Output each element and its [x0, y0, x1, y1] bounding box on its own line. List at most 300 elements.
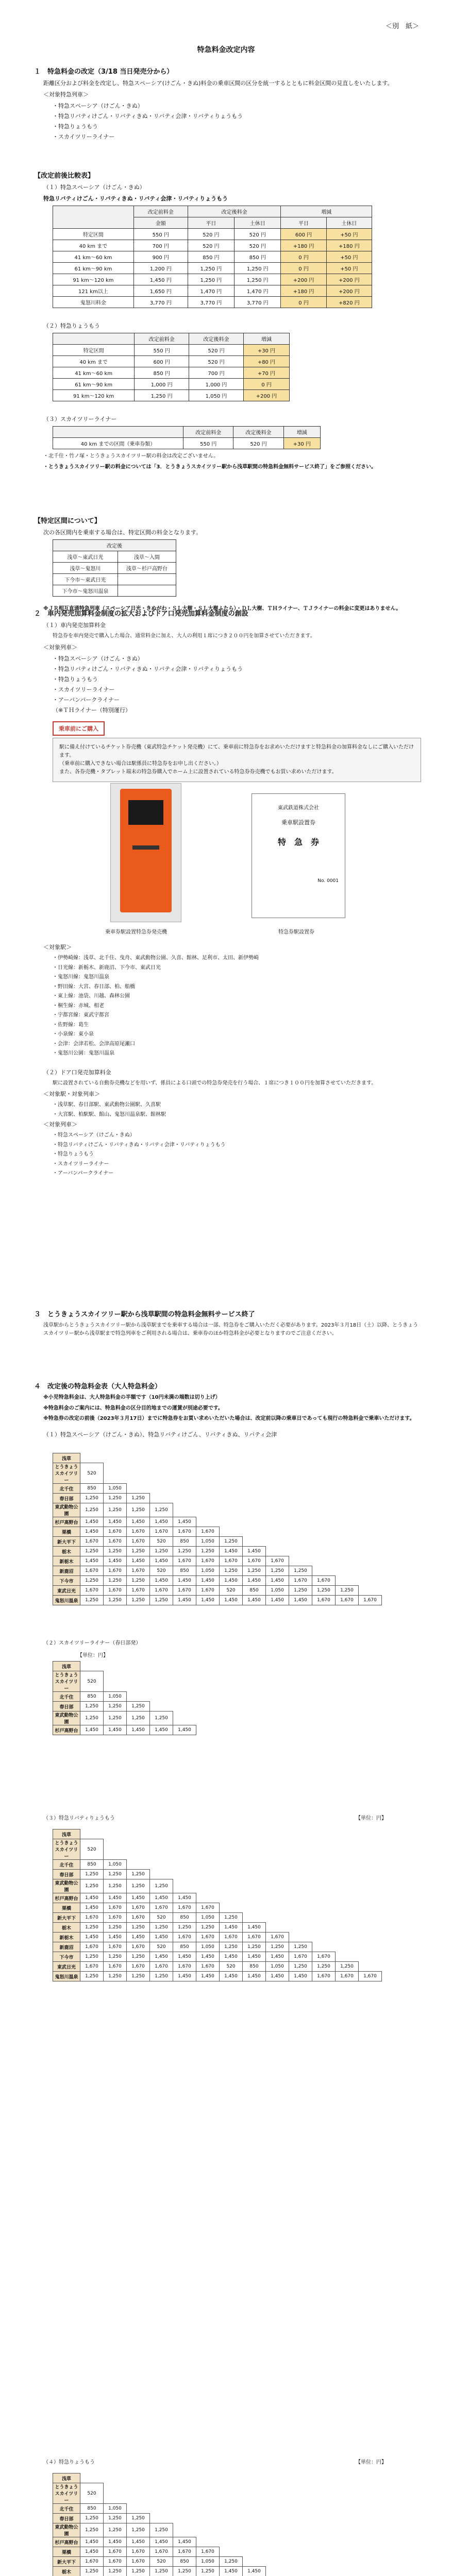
table-cell: 1,670: [150, 2547, 173, 2557]
table-cell: 1,250: [127, 2514, 150, 2523]
station-label: とうきょうスカイツリー: [53, 1463, 80, 1484]
fare-grid-2: [53, 1661, 196, 1735]
table-cell: 61 km〜90 km: [53, 263, 134, 274]
station-label: 栗橋: [53, 1903, 80, 1913]
table-cell: 0 円: [243, 379, 289, 390]
table-cell: 1,250: [80, 1503, 104, 1517]
table-cell: 特定区間: [53, 345, 135, 356]
table-cell: 41 km〜60 km: [53, 367, 135, 379]
table-cell: 1,250: [80, 2523, 104, 2537]
station-label: ＜対象駅＞: [43, 944, 72, 951]
table-cell: 1,250: [243, 1942, 266, 1952]
table-cell: 1,250: [104, 1576, 127, 1586]
table-cell: 1,250: [150, 2523, 173, 2537]
table-row: [53, 2514, 382, 2523]
table-title: （２）特急りょうもう: [43, 323, 100, 330]
list-item: ・東上線：池袋、川越、森林公園: [53, 993, 130, 999]
list-item: ・特急スペーシア（けごん・きぬ）: [53, 103, 143, 110]
table-cell: 1,470 円: [188, 285, 234, 297]
table-cell: 40 km まで: [53, 240, 134, 251]
table-header: [53, 206, 134, 229]
table-cell: 0 円: [281, 297, 326, 308]
table-cell: 1,670: [80, 1566, 104, 1576]
table-cell: 1,450: [173, 1972, 196, 1981]
table-cell: 850: [243, 1962, 266, 1972]
table-header: 土休日: [326, 217, 372, 229]
table-cell: +820 円: [326, 297, 372, 308]
notice-label: 乗車前にご購入: [53, 721, 105, 736]
table-cell: 1,670: [173, 1527, 196, 1537]
list-item: ・桐生線：赤城、相老: [53, 1003, 104, 1009]
table-row: [53, 1494, 382, 1503]
table-cell: 1,450: [173, 1517, 196, 1527]
table-header: 平日: [188, 217, 234, 229]
table-cell: 1,250: [150, 1972, 173, 1981]
table-cell: 1,670: [196, 1556, 220, 1566]
table-row: [53, 2537, 382, 2547]
table-cell: 1,670: [289, 1952, 312, 1962]
note: ※特急料金のご案内には、特急料金の区分目的地までの運賃が別途必要です。: [43, 1405, 223, 1411]
table-cell: 520: [80, 1839, 104, 1860]
table-cell: 1,450: [150, 1952, 173, 1962]
table-row: [53, 345, 290, 356]
table-cell: 1,450: [150, 1517, 173, 1527]
table-cell: 1,670: [173, 1903, 196, 1913]
table-cell: 1,050: [266, 1962, 289, 1972]
table-row: [53, 1839, 382, 1860]
table-cell: 1,250: [173, 2567, 196, 2576]
table-cell: 1,250: [80, 1952, 104, 1962]
table-cell: 850: [173, 1942, 196, 1952]
table-row: [53, 1692, 196, 1702]
comparison-table-1: [53, 206, 372, 308]
station-label: 東武動物公園: [53, 1503, 80, 1517]
table-cell: 1,450: [266, 1576, 289, 1586]
station-label: 浅草: [53, 1662, 80, 1671]
table-row: [53, 1913, 382, 1923]
list-item: ・鬼怒川線：鬼怒川温泉: [53, 974, 109, 980]
table-cell: 1,450: [243, 2567, 266, 2576]
table-cell: 1,250: [173, 1923, 196, 1933]
station-label: 北千住: [53, 1692, 80, 1702]
table-cell: 1,250: [150, 1596, 173, 1605]
list-item: ・スカイツリーライナー: [53, 1161, 109, 1167]
table-title: （３）特急リバティりょうもう: [43, 1816, 115, 1821]
section-lead: 距離区分および料金を改定し、特急スペーシア(けごん・きぬ)料金の乗車区間の区分を統一するとともに料金区間の見直しをいたします。: [43, 80, 393, 87]
table-cell: +200 円: [281, 274, 326, 285]
table-cell: 1,670: [150, 1527, 173, 1537]
table-cell: 520: [220, 1962, 243, 1972]
list-item: ・佐野線：葛生: [53, 1022, 89, 1028]
table-row: [53, 390, 290, 401]
station-label: 下今市: [53, 1952, 80, 1962]
table-cell: 1,450: [220, 1923, 243, 1933]
table-cell: 1,670: [104, 1566, 127, 1576]
table-header: 改定前料金: [135, 333, 189, 345]
station-label: 東武日光: [53, 1586, 80, 1596]
table-cell: 1,450: [173, 1725, 196, 1735]
table-cell: 1,450: [173, 2537, 196, 2547]
table-row: [53, 1962, 382, 1972]
target-label: ＜対象駅・対象列車＞: [43, 1091, 100, 1098]
station-label: 栗橋: [53, 2547, 80, 2557]
table-header: 改定前料金: [183, 427, 233, 438]
table-header: [53, 427, 183, 438]
fare-grid-4: [53, 2473, 382, 2576]
list-item: ・浅草駅、春日部駅、東武動物公園駅、久喜駅: [53, 1102, 161, 1108]
table-cell: 1,450: [266, 1952, 289, 1962]
table-cell: 1,450: [266, 1972, 289, 1981]
table-cell: 1,250: [127, 1494, 150, 1503]
table-row: [53, 2523, 382, 2537]
table-cell: 1,670: [266, 1933, 289, 1942]
section-fare-tables: [34, 1381, 421, 1442]
station-label: 新栃木: [53, 1556, 80, 1566]
table-row: [53, 356, 290, 367]
table-cell: 1,670: [312, 1576, 336, 1586]
station-label: 新大平下: [53, 1537, 80, 1547]
station-label: 春日部: [53, 1870, 80, 1879]
table-row: [53, 1547, 382, 1556]
photo-caption: 乗車券駅設置特急券発売機: [105, 929, 167, 935]
table-cell: 1,670: [104, 1527, 127, 1537]
table-cell: 1,250: [127, 1879, 150, 1893]
station-label: 杉戸高野台: [53, 1725, 80, 1735]
table-cell: 1,250: [80, 1547, 104, 1556]
table-row: [53, 251, 372, 263]
machine-slot: [132, 845, 159, 850]
table-row: [53, 1566, 382, 1576]
list-item: ・宇都宮線：東武宇都宮: [53, 1012, 109, 1019]
table-row: [53, 1923, 382, 1933]
table-cell: 1,670: [173, 1933, 196, 1942]
table-cell: 1,450: [289, 1972, 312, 1981]
station-label: 栃木: [53, 1923, 80, 1933]
section-text: 浅草駅からとうきょうスカイツリー駅から浅草駅までを乗車する場合は一部、特急券をご購入いただく必要があります。2023年３月18日（土）以降、とうきょうスカイツリー駅から浅草駅まで特急列車をご利用される場合は、乗車券のほか特急料金が必要となりますのでご注意ください。: [43, 1323, 418, 1336]
table-cell: 550 円: [133, 229, 188, 240]
table-row: [53, 274, 372, 285]
table-cell: 1,450: [243, 1547, 266, 1556]
table-cell: 1,450: [127, 1517, 150, 1527]
station-label: 杉戸高野台: [53, 1893, 80, 1903]
table-row: [53, 1503, 382, 1517]
table-row: [53, 1860, 382, 1870]
table-row: [53, 1903, 382, 1913]
table-cell: 1,450: [104, 2537, 127, 2547]
table-cell: 1,250: [104, 1702, 127, 1711]
table-cell: 1,250: [289, 1566, 312, 1576]
section-lead: 次の各区間内を乗車する場合は、特定区間の料金となります。: [43, 529, 202, 536]
table-cell: 1,450: [127, 1893, 150, 1903]
table-cell: 1,450: [127, 1725, 150, 1735]
note: ※小児特急料金は、大人特急料金の半額です（10円未満の端数は切り上げ）: [43, 1395, 221, 1400]
table-cell: 1,450: [220, 1972, 243, 1981]
table-cell: 520 円: [189, 345, 244, 356]
table-cell: 1,450: [173, 1576, 196, 1586]
table-cell: 1,450: [150, 1556, 173, 1566]
station-label: 栃木: [53, 1547, 80, 1556]
table-cell: 1,450: [80, 1893, 104, 1903]
target-label: ＜対象列車＞: [43, 643, 77, 651]
station-label: 春日部: [53, 1702, 80, 1711]
table-cell: 1,250: [150, 1503, 173, 1517]
section-heading: ２ 車内発売加算料金制度の拡大およびドア口発売加算料金制度の創設: [34, 610, 248, 618]
table-cell: 1,450: [104, 1725, 127, 1735]
table-cell: 1,050: [266, 1586, 289, 1596]
list-item: ・日光線：新栃木、新鹿沼、下今市、東武日光: [53, 964, 161, 971]
table-cell: 1,670: [359, 1972, 382, 1981]
table-cell: 520 円: [235, 240, 281, 251]
table-cell: 1,670: [127, 1566, 150, 1576]
table-cell: 1,450: [80, 2537, 104, 2547]
table-cell: 0 円: [281, 263, 326, 274]
table-cell: +30 円: [283, 438, 320, 449]
table-cell: 520 円: [235, 229, 281, 240]
table-cell: 1,450: [243, 1972, 266, 1981]
table-row: [53, 379, 290, 390]
table-cell: 1,250: [150, 1547, 173, 1556]
table-cell: 1,250: [104, 1503, 127, 1517]
table-header: 増減: [283, 427, 320, 438]
table-cell: 850: [80, 2504, 104, 2514]
table-cell: 900 円: [133, 251, 188, 263]
table-cell: 1,250: [127, 1972, 150, 1981]
table-cell: 1,250: [80, 1702, 104, 1711]
station-label: 浅草: [53, 1453, 80, 1463]
section-fare-revision: [34, 66, 421, 143]
table-row: [53, 1942, 382, 1952]
table-cell: 1,250: [104, 1494, 127, 1503]
list-item: ・特急スペーシア（けごん・きぬ）: [53, 655, 143, 662]
table-cell: 1,250: [104, 1711, 127, 1725]
list-item: ・特急りょうもう: [53, 675, 98, 683]
table-cell: 1,670: [336, 1596, 359, 1605]
table-row: [53, 285, 372, 297]
table-cell: 1,670: [127, 2547, 150, 2557]
station-label: 浅草: [53, 2473, 80, 2483]
note: ・とうきょうスカイツリー駅の料金については「3．とうきょうスカイツリー駅から浅草駅間の特急料金無料サービス終了」をご参照ください。: [43, 464, 377, 470]
table-cell: 520: [150, 1942, 173, 1952]
table-cell: 1,670: [80, 1942, 104, 1952]
table-cell: 1,450: [104, 1933, 127, 1942]
table-cell: 1,200 円: [133, 263, 188, 274]
list-item: ・特急リバティけごん・リバティきぬ・リバティ会津・リバティりょうもう: [53, 665, 243, 672]
table-row: [53, 2557, 382, 2567]
table-cell: 1,450: [220, 1952, 243, 1962]
table-cell: 1,670: [312, 1952, 336, 1962]
table-cell: 3,770 円: [133, 297, 188, 308]
table-row: [53, 1893, 382, 1903]
table-cell: 1,450: [150, 1933, 173, 1942]
note: ※特急券の改定の前後（2023年３月17日）までに特急券をお買い求めいただいた場合は、改定前以降の乗車日であっても現行の特急料金で乗車いただけます。: [43, 1416, 415, 1421]
table-cell: 1,450: [196, 1952, 220, 1962]
table-cell: 1,250: [104, 1952, 127, 1962]
list-item: ・スカイツリーライナー: [53, 686, 115, 693]
table-row: [53, 585, 176, 597]
table-cell: 1,670: [173, 2547, 196, 2557]
table-cell: 520: [80, 2483, 104, 2504]
table-cell: 1,670: [104, 1962, 127, 1972]
table-cell: 1,250 円: [235, 263, 281, 274]
table-cell: 600 円: [135, 356, 189, 367]
table-cell: 1,670: [220, 1556, 243, 1566]
table-row: [53, 2547, 382, 2557]
table-cell: 1,670: [104, 1586, 127, 1596]
table-cell: 1,670: [196, 1903, 220, 1913]
table-cell: 1,450: [196, 1576, 220, 1586]
table-cell: 550 円: [135, 345, 189, 356]
table-cell: 850 円: [188, 251, 234, 263]
table-cell: 1,250: [150, 1711, 173, 1725]
section-onboard-surcharge: [34, 608, 421, 716]
table-cell: 1,450: [173, 1952, 196, 1962]
table-row: [53, 574, 176, 585]
table-cell: +200 円: [326, 285, 372, 297]
table-cell: [118, 585, 176, 597]
table-cell: 1,250: [150, 2567, 173, 2576]
table-cell: 1,250 円: [188, 263, 234, 274]
table-header: 改定後料金: [233, 427, 283, 438]
table-cell: 1,250: [243, 1566, 266, 1576]
table-cell: 1,250: [150, 1923, 173, 1933]
station-label: 新鹿沼: [53, 1942, 80, 1952]
table-row: [53, 1662, 196, 1671]
table-cell: 1,670: [104, 1537, 127, 1547]
list-item: ・特急りょうもう: [53, 123, 98, 130]
table-cell: 550 円: [183, 438, 233, 449]
table-cell: 1,250: [127, 1870, 150, 1879]
table-cell: 1,670: [127, 1913, 150, 1923]
sub-text: 駅に設置されている自動券売機などを用いず、係員による口頭での特急券発売を行う場合、１席につき１００円を加算させていただきます。: [53, 1080, 377, 1086]
table-cell: 1,250: [104, 1547, 127, 1556]
table-cell: 1,450: [104, 1893, 127, 1903]
notice-text: 駅に備え付けているチケット券売機（東武特急チケット発売機）にて、乗車前に特急券をお求めいただけますと特急料金の加算料金なしにご購入いただけます。: [59, 744, 414, 758]
station-label: 杉戸高野台: [53, 2537, 80, 2547]
table-cell: 1,450: [243, 1952, 266, 1962]
table-cell: 1,450: [104, 1556, 127, 1566]
table-header: [53, 333, 135, 345]
table-title: （２）スカイツリーライナー（春日部発）: [43, 1640, 141, 1646]
section-comparison: [34, 170, 421, 473]
table-row: [53, 551, 176, 563]
notice-text-box: [53, 738, 421, 782]
list-item: （※ＴＨライナー（特別運行）: [53, 706, 131, 714]
table-header: 土休日: [235, 217, 281, 229]
table-cell: 1,670: [243, 1933, 266, 1942]
unit-label: 【単位：円】: [356, 1816, 387, 1821]
table-row: [53, 1870, 382, 1879]
table-row: [53, 1453, 382, 1463]
table-cell: 1,250: [80, 1923, 104, 1933]
list-item: ・アーバンパークライナー: [53, 1171, 114, 1177]
table-cell: 1,250: [289, 1962, 312, 1972]
table-cell: 1,450: [220, 1596, 243, 1605]
table-cell: 1,450: [150, 1893, 173, 1903]
table-cell: 1,450: [196, 1596, 220, 1605]
table-cell: 1,450: [127, 1933, 150, 1942]
table-cell: 850: [173, 1913, 196, 1923]
table-row: [53, 1527, 382, 1537]
table-row: [53, 1517, 382, 1527]
table-title: （１）特急スペーシア（けごん・きぬ）、特急リバティけごん、リバティきぬ、リバティ会津: [43, 1431, 277, 1438]
table-cell: 1,250: [266, 1566, 289, 1576]
table-cell: 1,250: [104, 1596, 127, 1605]
table-cell: 1,250: [220, 1942, 243, 1952]
ticket-number: No. 0001: [317, 878, 339, 884]
table-row: [53, 1671, 196, 1692]
table-title: （１）特急スペーシア（けごん・きぬ）: [43, 184, 145, 191]
table-cell: 520: [150, 1537, 173, 1547]
target-label: ＜対象列車＞: [43, 1121, 77, 1128]
table-cell: 1,670: [173, 1962, 196, 1972]
table-cell: 700 円: [189, 367, 244, 379]
table-cell: 1,250: [266, 1942, 289, 1952]
table-cell: 1,250: [127, 1503, 150, 1517]
table-cell: 850 円: [135, 367, 189, 379]
table-cell: 1,670: [80, 1586, 104, 1596]
table-cell: 1,250: [80, 2567, 104, 2576]
table-row: [53, 263, 372, 274]
table-header: 改定後料金: [188, 206, 281, 217]
table-cell: 520: [150, 2557, 173, 2567]
station-label: 東武動物公園: [53, 2523, 80, 2537]
table-cell: 1,250: [289, 1942, 312, 1952]
table-cell: 1,250: [220, 1913, 243, 1923]
table-header: 改定前料金: [133, 206, 188, 217]
table-cell: 1,670: [196, 1962, 220, 1972]
table-title: （４）特急りょうもう: [43, 2460, 95, 2465]
table-row: [53, 2567, 382, 2576]
table-cell: 1,250 円: [235, 274, 281, 285]
station-label: 東武動物公園: [53, 1879, 80, 1893]
table-cell: 850: [173, 2557, 196, 2567]
table-cell: 1,250: [220, 1566, 243, 1576]
list-item: ・特急リバティけごん・リバティきぬ・リバティ会津・リバティりょうもう: [53, 1142, 226, 1148]
table-cell: 1,670: [196, 1586, 220, 1596]
table-cell: 1,670: [359, 1596, 382, 1605]
table-row: [53, 229, 372, 240]
table-cell: +50 円: [326, 229, 372, 240]
table-cell: 1,670: [336, 1972, 359, 1981]
list-item: ・特急リバティけごん・リバティきぬ・リバティ会津・リバティりょうもう: [53, 113, 243, 120]
ticket-company: 東武鉄道株式会社: [278, 805, 319, 811]
station-label: とうきょうスカイツリー: [53, 1839, 80, 1860]
table-cell: 1,670: [173, 1586, 196, 1596]
table-row: [53, 563, 176, 574]
table-cell: [118, 574, 176, 585]
table-cell: 850: [173, 1537, 196, 1547]
table-cell: 1,670: [104, 1913, 127, 1923]
table-cell: 1,670: [173, 1556, 196, 1566]
table-cell: +50 円: [326, 263, 372, 274]
table-cell: 1,670: [80, 2557, 104, 2567]
table-cell: 520: [80, 1671, 104, 1692]
comparison-table-2: [53, 333, 290, 401]
table-cell: 1,470 円: [235, 285, 281, 297]
table-cell: 1,050: [196, 1942, 220, 1952]
unit-label: 【単位：円】: [356, 2460, 387, 2465]
table-cell: 1,000 円: [135, 379, 189, 390]
table-header: 増減: [243, 333, 289, 345]
table-cell: 1,670: [127, 1962, 150, 1972]
table-cell: 1,250: [80, 1879, 104, 1893]
target-station-list: [34, 1101, 421, 1118]
table-cell: 1,250: [127, 1711, 150, 1725]
table-cell: 1,450: [243, 1596, 266, 1605]
section-heading: ３ とうきょうスカイツリー駅から浅草駅間の特急料金無料サービス終了: [34, 1311, 255, 1318]
table-cell: 1,250: [104, 1870, 127, 1879]
table-cell: 1,670: [266, 1556, 289, 1566]
